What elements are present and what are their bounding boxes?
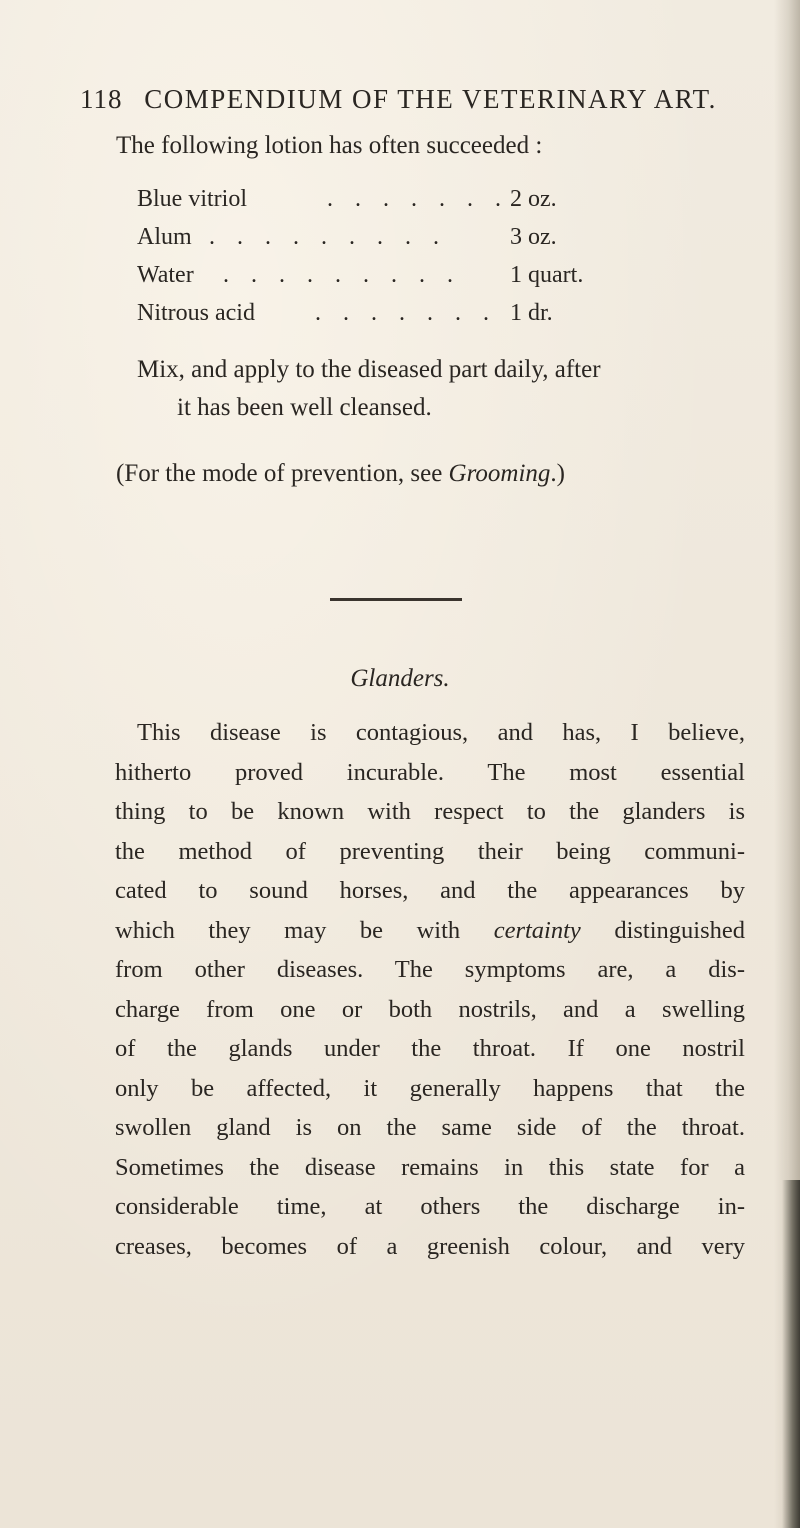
prevention-text-end: .) [550, 460, 565, 487]
body-line: charge from one or both nostrils, and a swelling [115, 995, 745, 1023]
prevention-note [116, 460, 565, 488]
page-number: 118 [80, 84, 123, 114]
recipe-amount: 1 dr. [510, 300, 553, 326]
body-line: This disease is contagious, and has, I believe, [137, 719, 745, 746]
mix-line-2: it has been well cleansed. [177, 394, 432, 421]
body-line-start: which they may be with [115, 916, 494, 944]
recipe-leader: . . . . . . . . . [209, 224, 447, 250]
body-line-italic [115, 911, 745, 951]
recipe-leader: . . . . . . . [315, 300, 497, 326]
body-line: considerable time, at others the discharge in- [115, 1193, 745, 1220]
body-line: hitherto proved incurable. The most essential [115, 758, 745, 786]
recipe-ingredient: Water [137, 262, 194, 288]
section-divider [330, 598, 462, 601]
body-emphasis: certainty [493, 916, 581, 944]
recipe-amount: 1 quart. [510, 262, 584, 288]
body-line: of the glands under the throat. If one nostril [115, 1035, 745, 1062]
recipe-ingredient: Alum [137, 224, 192, 250]
recipe-amount: 2 oz. [510, 186, 557, 212]
prevention-reference: Grooming [448, 460, 551, 487]
body-line: the method of preventing their being communi- [115, 837, 745, 865]
recipe-ingredient: Blue vitriol [137, 186, 247, 212]
running-title: COMPENDIUM OF THE VETERINARY ART. [144, 84, 717, 114]
recipe-ingredient: Nitrous acid [137, 300, 255, 326]
recipe-row [137, 186, 737, 224]
body-line-end: distinguished [580, 916, 746, 944]
body-line: only be affected, it generally happens that the [115, 1074, 745, 1102]
recipe-leader: . . . . . . . . . [223, 262, 461, 288]
body-paragraph [115, 713, 745, 1266]
body-line: creases, becomes of a greenish colour, and very [115, 1232, 745, 1260]
body-line: from other diseases. The symptoms are, a dis- [115, 956, 745, 983]
body-line: thing to be known with respect to the glanders is [115, 798, 745, 825]
body-line: Sometimes the disease remains in this state for a [115, 1153, 745, 1181]
body-line: swollen gland is on the same side of the throat. [115, 1114, 745, 1141]
recipe-row [137, 300, 737, 338]
recipe-leader: . . . . . . . [327, 186, 509, 212]
recipe-list [137, 186, 737, 338]
recipe-amount: 3 oz. [510, 224, 557, 250]
mix-line-1: Mix, and apply to the diseased part daily, after [137, 356, 601, 383]
page-edge-shadow-bottom [782, 1180, 800, 1528]
mix-instruction [137, 351, 777, 427]
recipe-row [137, 262, 737, 300]
page-header [80, 84, 760, 115]
section-title: Glanders. [350, 665, 450, 692]
prevention-text: (For the mode of prevention, see [116, 460, 449, 487]
recipe-row [137, 224, 737, 262]
body-line: cated to sound horses, and the appearances by [115, 877, 745, 904]
intro-line: The following lotion has often succeeded : [116, 132, 543, 159]
